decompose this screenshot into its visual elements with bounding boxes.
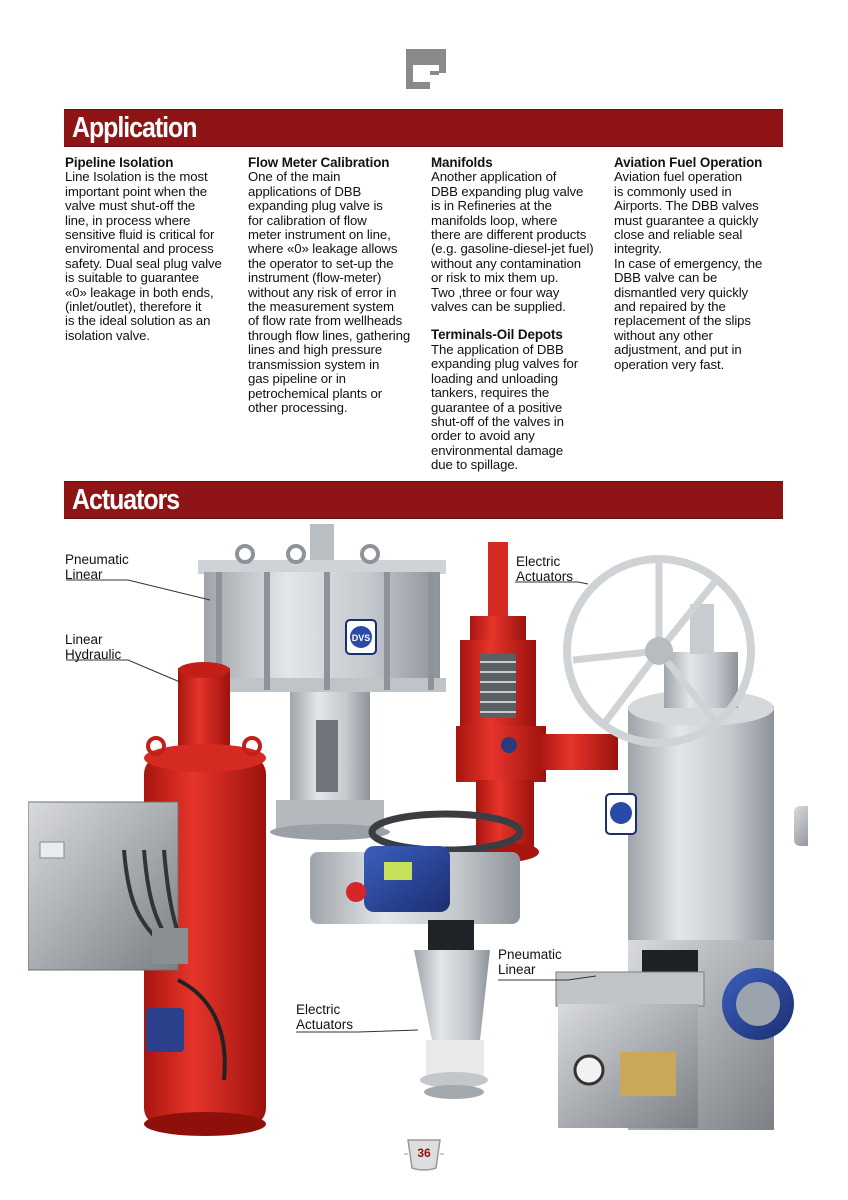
text-terminals-oil-depots: The application of DBB expanding plug valves for loading and unloading tankers, requires the guarantee of a positive shut-off of the valves in order to avoid any environmental damage due to spillage. — [431, 341, 579, 473]
label-electric-actuators-bottom: Electric Actuators — [296, 1002, 354, 1032]
label-pneumatic-linear-top: Pneumatic Linear — [65, 552, 129, 582]
heading-terminals-oil-depots: Terminals-Oil Depots — [431, 327, 563, 343]
text-aviation-fuel-operation: Aviation fuel operation is commonly used in Airports. The DBB valves must guarantee a quickly close and reliable seal integrity. In case of emergency, the DBB valve can be dismantled very quickly and repaired by the replacement of the slips without any other adjustment, and put in operation very fast. — [614, 169, 763, 372]
text-flow-meter-calibration: One of the main applications of DBB expanding plug valve is for calibration of flow meter instrument on line, where «0» leakage allows the operator to set-up the instrument (flow-meter) without any risk of error in the measurement system of flow rate from wellheads through flow lines, gathering lines and high pressure transmission system in gas pipeline or in petrochemical plants or other processing. — [248, 169, 411, 415]
pneumatic-linear-actuator-right — [556, 559, 808, 1130]
application-title: Application — [72, 112, 197, 144]
column-manifolds — [431, 156, 603, 473]
svg-text:DVS: DVS — [351, 633, 371, 643]
label-linear-hydraulic: Linear Hydraulic — [65, 632, 122, 662]
electric-actuator-blue — [310, 814, 520, 1099]
heading-flow-meter-calibration: Flow Meter Calibration — [248, 155, 390, 170]
column-flow-meter — [248, 156, 420, 415]
heading-pipeline-isolation: Pipeline Isolation — [65, 155, 174, 170]
heading-aviation-fuel-operation: Aviation Fuel Operation — [614, 155, 763, 170]
text-pipeline-isolation: Line Isolation is the most important point when the valve must shut-off the line, in process where sensitive fluid is critical for enviromental and process safety. Dual seal plug valve is suitable to guarantee «0» leakage in both ends, (inlet/outlet), therefore it is the ideal solution as an isolation valve. — [65, 169, 222, 343]
application-banner — [64, 109, 783, 147]
actuators-title: Actuators — [72, 484, 180, 516]
column-aviation-fuel — [614, 156, 786, 372]
column-pipeline-isolation — [65, 156, 237, 343]
actuators-photo — [28, 520, 808, 1160]
label-pneumatic-linear-bottom: Pneumatic Linear — [498, 947, 562, 977]
label-electric-actuators-top: Electric Actuators — [516, 554, 574, 584]
text-manifolds: Another application of DBB expanding plug valve is in Refineries at the manifolds loop, where there are different products (e.g. gasoline-diesel-jet fuel) without any contamination or risk to mix them up. Two ,three or four way valves can be supplied. — [431, 169, 594, 315]
heading-manifolds: Manifolds — [431, 155, 493, 170]
actuators-banner — [64, 481, 783, 519]
linear-hydraulic-actuator — [28, 662, 266, 1136]
page-number: 36 — [417, 1146, 431, 1160]
company-logo-icon — [406, 49, 446, 89]
